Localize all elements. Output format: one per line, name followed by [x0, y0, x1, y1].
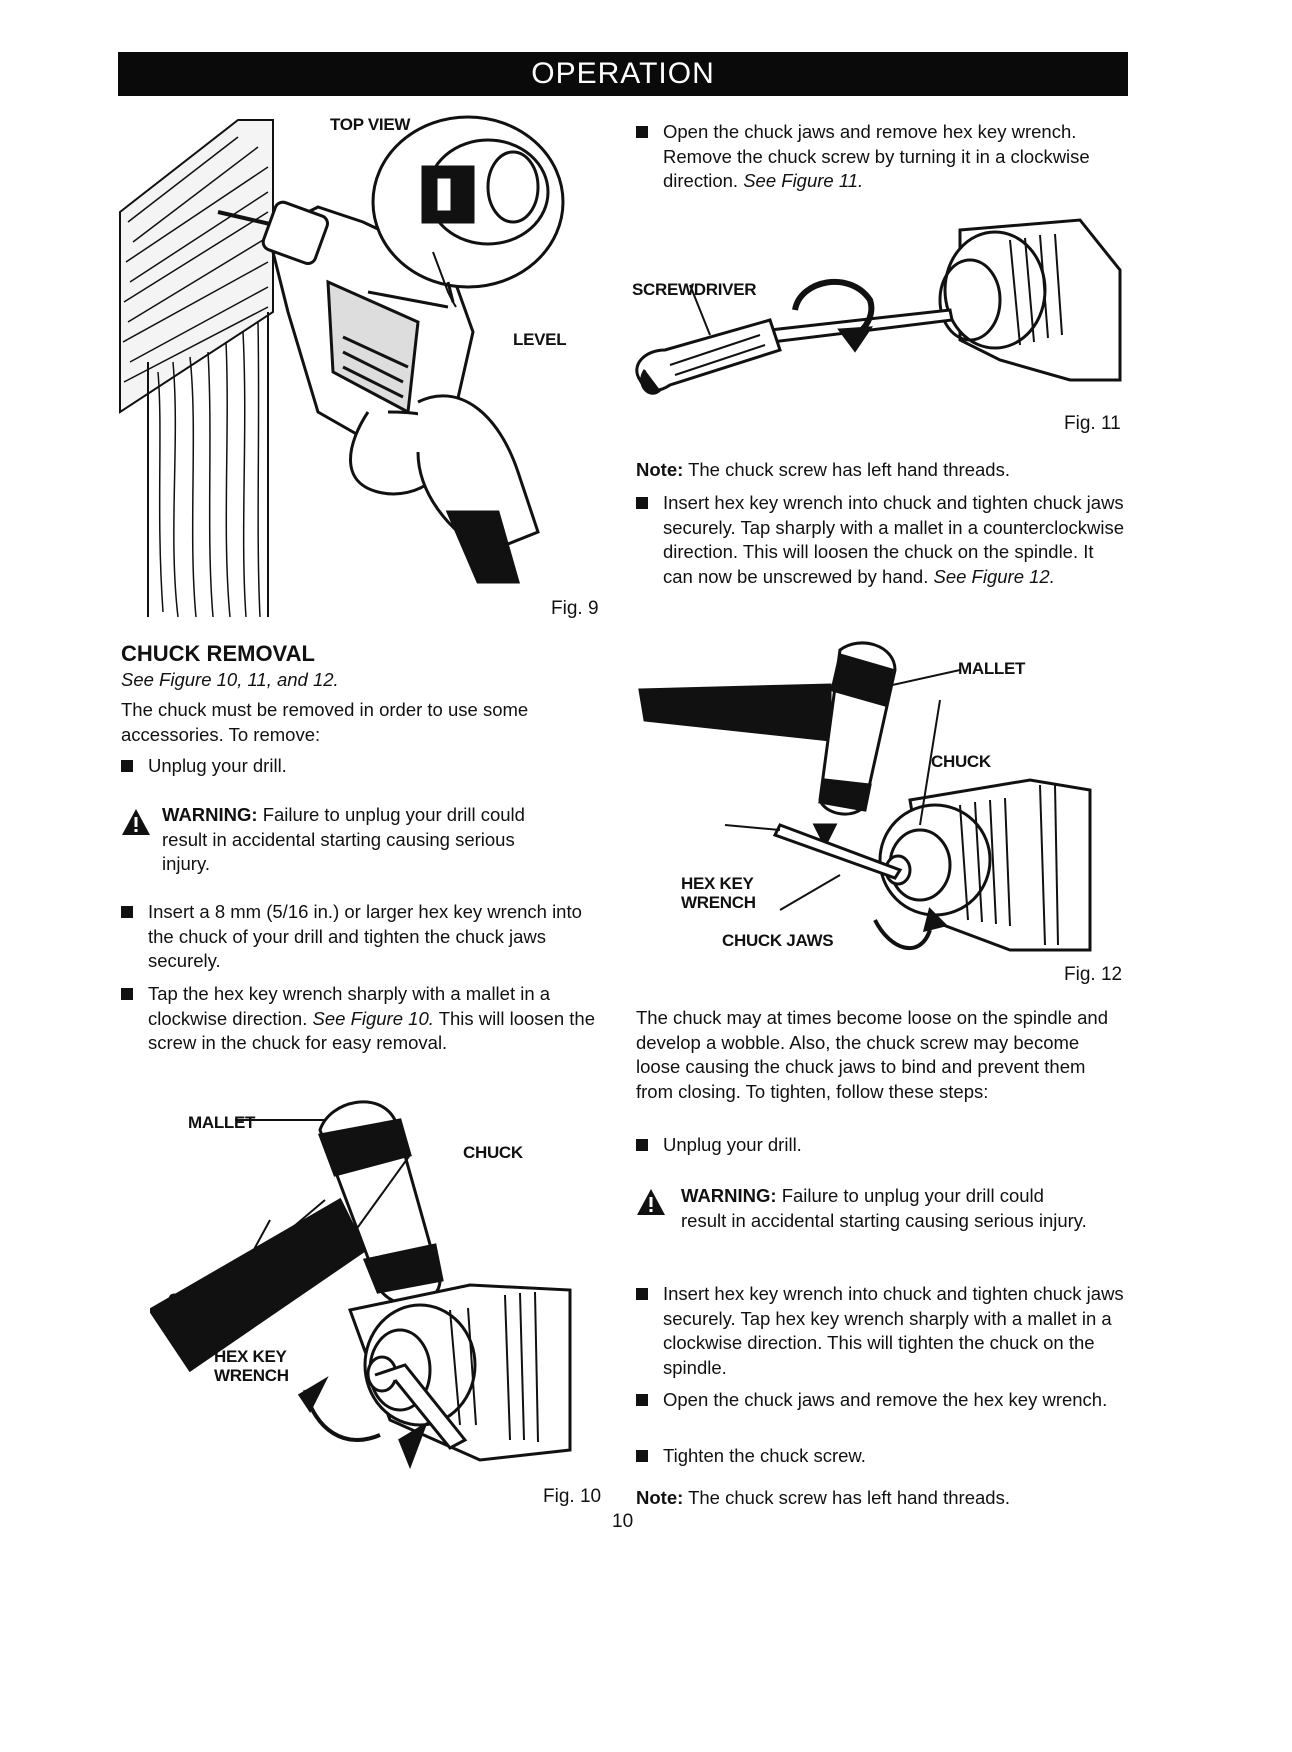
warning-left: [162, 803, 567, 877]
step-remove-wrench-text: Open the chuck jaws and remove the hex key wrench.: [663, 1389, 1108, 1410]
step-tap-wrench-a: Tap the hex key wrench sharply with a mallet in a clockwise direction.: [148, 983, 551, 1029]
note-final: [636, 1486, 1126, 1511]
bullet-icon: [636, 1394, 648, 1406]
fig12-wrench-label: WRENCH: [681, 893, 756, 912]
step-counterclockwise: [636, 491, 1126, 589]
section-header: [118, 52, 1128, 96]
note-left-threads: [636, 458, 1126, 483]
step-tighten-chuck-text: Insert hex key wrench into chuck and tighten chuck jaws securely. Tap hex key wrench sharply with a mallet in a clockwise direction. This will tighten the chuck on the spindle.: [663, 1283, 1124, 1378]
bullet-icon: [636, 1450, 648, 1462]
step-unplug-text: Unplug your drill.: [148, 755, 287, 776]
step-insert-wrench: [121, 900, 591, 974]
fig10-chuck-jaws-label: CHUCK JAWS: [168, 1290, 280, 1309]
fig12-chuck-jaws-label: CHUCK JAWS: [722, 931, 834, 950]
warning-right: [681, 1184, 1091, 1233]
chuck-removal-see-figure: See Figure 10, 11, and 12.: [121, 669, 339, 690]
fig10-chuck-label: CHUCK: [463, 1143, 523, 1162]
fig10-wrench-label: WRENCH: [214, 1366, 289, 1385]
step-counterclockwise-ref: See Figure 12.: [933, 565, 1055, 587]
figure-9-illustration: [118, 112, 618, 622]
fig9-level-label: LEVEL: [513, 330, 567, 349]
bullet-icon: [636, 1139, 648, 1151]
fig10-caption: Fig. 10: [543, 1486, 602, 1507]
warning-icon: [121, 808, 151, 836]
step-tighten-chuck: [636, 1282, 1126, 1380]
step-open-jaws: [636, 120, 1126, 194]
step-counterclockwise-text: [663, 491, 1126, 589]
fig12-hex-key-label: HEX KEY: [681, 874, 754, 893]
bullet-icon: [121, 906, 133, 918]
fig12-caption: Fig. 12: [1064, 964, 1123, 985]
warning-icon: [636, 1188, 666, 1216]
step-open-jaws-a: Open the chuck jaws and remove hex key wrench. Remove the chuck screw by turning it in a clockwise direction.: [663, 121, 1090, 191]
page-number: 10: [612, 1511, 634, 1532]
step-unplug: [121, 754, 591, 779]
step-unplug-2: [636, 1133, 1126, 1158]
fig12-chuck-label: CHUCK: [931, 752, 991, 771]
fig11-screwdriver-label: SCREWDRIVER: [632, 280, 757, 299]
bullet-icon: [636, 1288, 648, 1300]
note-final-text: The chuck screw has left hand threads.: [688, 1487, 1010, 1508]
bullet-icon: [121, 760, 133, 772]
note-text: The chuck screw has left hand threads.: [688, 459, 1010, 480]
bullet-icon: [121, 988, 133, 1000]
fig9-top-view-label: TOP VIEW: [330, 115, 411, 134]
warning-left-text: Failure to unplug your drill could result in accidental starting causing serious injury.: [162, 804, 525, 874]
note-final-label: Note:: [636, 1487, 684, 1508]
bullet-icon: [636, 126, 648, 138]
bullet-icon: [636, 497, 648, 509]
warning-right-text: Failure to unplug your drill could result in accidental starting causing serious injury.: [681, 1185, 1087, 1231]
figure-11-illustration: [630, 210, 1130, 420]
step-tap-wrench: [121, 982, 601, 1056]
step-open-jaws-ref: See Figure 11.: [743, 170, 864, 191]
step-remove-wrench: [636, 1388, 1126, 1413]
step-counterclockwise-a: Insert hex key wrench into chuck and tighten chuck jaws securely. Tap sharply with a mallet in a counterclockwise direction. This will loosen the chuck on the spindle. It can now be unscrewed by hand.: [663, 492, 1124, 587]
chuck-removal-intro: The chuck must be removed in order to use some accessories. To remove:: [121, 699, 529, 745]
fig9-caption: Fig. 9: [551, 598, 599, 619]
step-tap-wrench-text: [148, 982, 601, 1056]
step-tap-wrench-b: This will loosen the screw in the chuck for easy removal.: [148, 1007, 595, 1053]
section-title: OPERATION: [531, 57, 715, 90]
step-unplug-2-text: Unplug your drill.: [663, 1134, 802, 1155]
fig11-caption: Fig. 11: [1064, 413, 1121, 434]
fig10-mallet-label: MALLET: [188, 1113, 256, 1132]
warning-right-label: WARNING:: [681, 1185, 777, 1206]
step-tighten-screw: [636, 1444, 1126, 1469]
warning-left-label: WARNING:: [162, 804, 258, 825]
step-tighten-screw-text: Tighten the chuck screw.: [663, 1445, 866, 1466]
fig10-hex-key-label: HEX KEY: [214, 1347, 287, 1366]
chuck-removal-heading: CHUCK REMOVAL: [121, 641, 315, 666]
fig12-mallet-label: MALLET: [958, 659, 1026, 678]
wobble-paragraph: The chuck may at times become loose on the spindle and develop a wobble. Also, the chuck screw may become loose causing the chuck jaws to bind and prevent them from closing. To tighten, follow these steps:: [636, 1007, 1109, 1102]
note-label: Note:: [636, 459, 684, 480]
step-insert-wrench-text: Insert a 8 mm (5/16 in.) or larger hex key wrench into the chuck of your drill and tighten the chuck jaws securely.: [148, 901, 582, 971]
figure-12-illustration: [630, 630, 1130, 980]
step-open-jaws-text: [663, 120, 1126, 194]
step-tap-wrench-ref: See Figure 10.: [312, 1007, 434, 1029]
